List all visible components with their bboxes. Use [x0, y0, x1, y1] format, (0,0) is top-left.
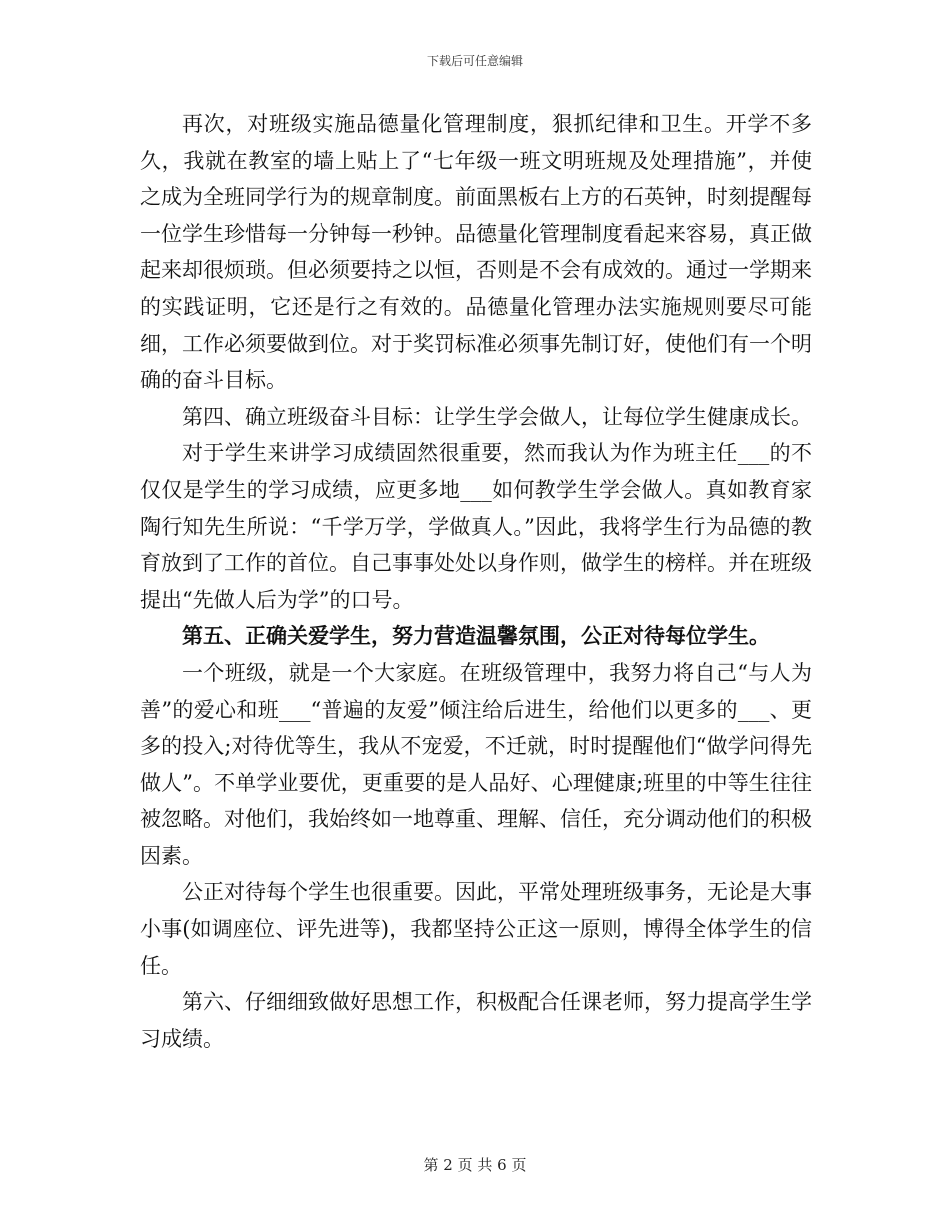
paragraph: 对于学生来讲学习成绩固然很重要，然而我认为作为班主任___的不仅仅是学生的学习成绩，应更多地___如何教学生学会做人。真如教育家陶行知先生所说：“千学万学，学做真人。”因此，我将学生行为品德的教育放到了工作的首位。自己事事处处以身作则，做学生的榜样。并在班级提出“先做人后为学”的口号。: [140, 441, 812, 612]
page-header: 下载后可任意编辑: [426, 54, 523, 68]
section-heading-4: 第四、确立班级奋斗目标：让学生学会做人，让每位学生健康成长。: [182, 404, 812, 429]
paragraph: 一个班级，就是一个大家庭。在班级管理中，我努力将自己“与人为善”的爱心和班___“普遍的友爱”倾注给后进生，给他们以更多的___、更多的投入;对待优等生，我从不宠爱，不迁就，时时提醒他们“做学问得先做人”。不单学业要优，更重要的是人品好、心理健康;班里的中等生往往被忽略。对他们，我始终如一地尊重、理解、信任，充分调动他们的积极因素。: [140, 660, 812, 868]
section-heading-5: 第五、正确关爱学生，努力营造温馨氛围，公正对待每位学生。: [182, 623, 770, 649]
paragraph: 再次，对班级实施品德量化管理制度，狠抓纪律和卫生。开学不多久，我就在教室的墙上贴上了“七年级一班文明班规及处理措施”，并使之成为全班同学行为的规章制度。前面黑板右上方的石英钟，时刻提醒每一位学生珍惜每一分钟每一秒钟。品德量化管理制度看起来容易，真正做起来却很烦琐。但必须要持之以恒，否则是不会有成效的。通过一学期来的实践证明，它还是行之有效的。品德量化管理办法实施规则要尽可能细，工作必须要做到位。对于奖罚标准必须事先制订好，使他们有一个明确的奋斗目标。: [140, 112, 812, 393]
paragraph: 公正对待每个学生也很重要。因此，平常处理班级事务，无论是大事小事(如调座位、评先进等)，我都坚持公正这一原则，博得全体学生的信任。: [140, 880, 812, 978]
section-heading-6: 第六、仔细细致做好思想工作，积极配合任课老师，努力提高学生学习成绩。: [140, 990, 812, 1051]
document-body: [140, 106, 812, 1057]
page-footer: 第 2 页 共 6 页: [423, 1156, 527, 1174]
